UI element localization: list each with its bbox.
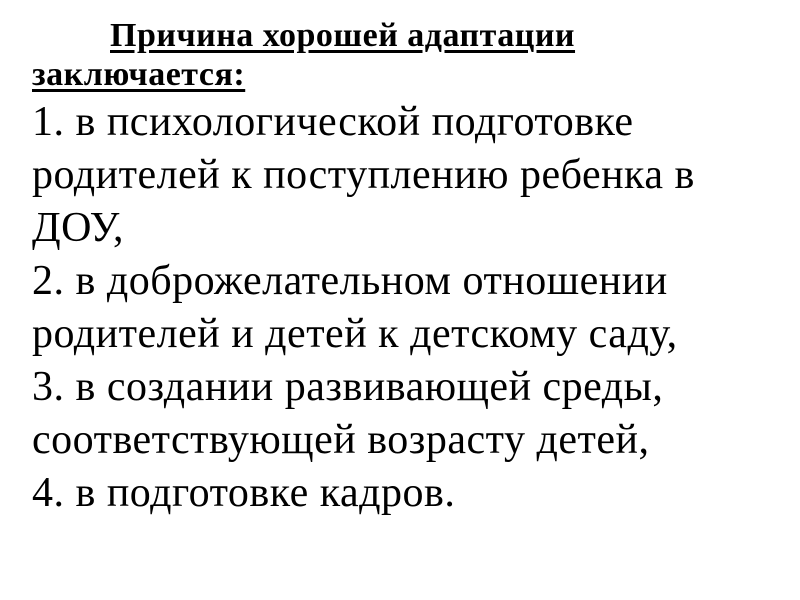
item-4-line-1: 4. в подготовке кадров. [32, 470, 456, 516]
slide-title [32, 16, 772, 94]
item-2-line-2: родителей и детей к детскому саду, [32, 311, 678, 357]
slide-body [32, 96, 777, 520]
item-1-line-1: 1. в психологической подготовке [32, 99, 634, 145]
title-line-1: Причина хорошей адаптации [110, 17, 576, 54]
item-1-line-2: родителей к поступлению ребенка в [32, 152, 695, 198]
item-3-line-2: соответствующей возрасту детей, [32, 417, 650, 463]
item-1-line-3: ДОУ, [32, 205, 125, 251]
item-2-line-1: 2. в доброжелательном отношении [32, 258, 668, 304]
item-3-line-1: 3. в создании развивающей среды, [32, 364, 664, 410]
title-line-2: заключается: [32, 56, 246, 93]
